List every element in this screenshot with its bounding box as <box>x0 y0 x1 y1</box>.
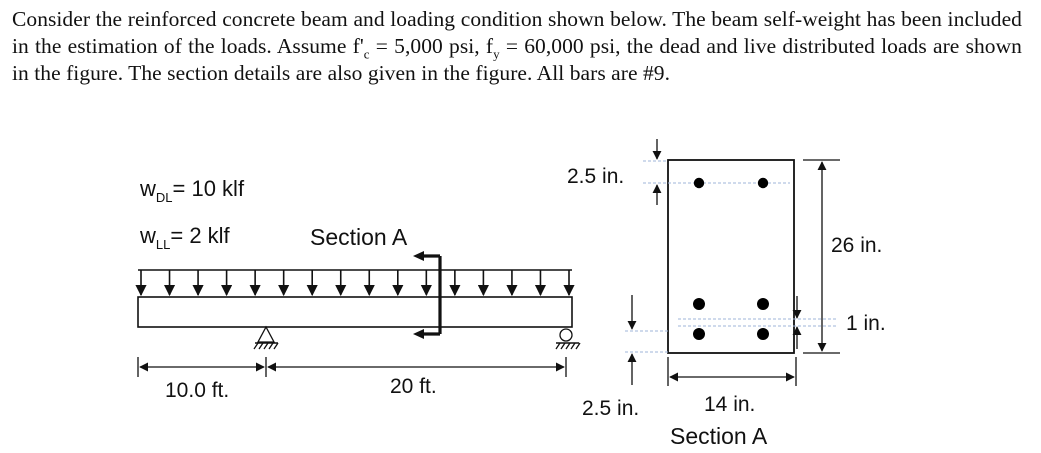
right-span-label: 20 ft. <box>390 375 437 398</box>
rebar-bottom-lower-right <box>757 328 769 340</box>
rebar-bottom-lower-left <box>693 328 705 340</box>
width-dimension <box>668 357 796 386</box>
left-span-label: 10.0 ft. <box>165 379 230 402</box>
problem-text-part1: Consider the reinforced concrete beam and loading condition shown below. The beam self-weight has been included in the estimation of the loads. Assume f' <box>12 7 1022 58</box>
live-load-label: $w_{LL}= 2$ klf <box>140 223 230 252</box>
top-cover-label: 2.5 in. <box>567 165 625 188</box>
section-caption: Section A <box>670 423 768 449</box>
beam <box>138 297 572 327</box>
pin-support <box>254 327 278 349</box>
height-label: 26 in. <box>831 234 883 257</box>
section-outline <box>668 160 794 353</box>
roller-support <box>556 329 580 349</box>
rebar-bottom-upper-right <box>757 298 769 310</box>
bar-spacing-label: 1 in. <box>846 312 886 335</box>
problem-text-part2: = 5,000 psi, f <box>369 34 494 58</box>
bottom-cover-label: 2.5 in. <box>582 397 640 420</box>
rebar-top-right <box>758 178 768 188</box>
rebar-top-left <box>694 178 704 188</box>
problem-text-part3: = 60,000 psi, the dead and live distributed loads are shown in the figure. The section details are also given in the figure. All bars are #9. <box>12 34 1022 85</box>
distributed-load-arrows <box>138 270 572 295</box>
width-label: 14 in. <box>704 393 756 416</box>
fc-subscript: c <box>363 46 370 62</box>
fy-subscript: y <box>493 46 500 62</box>
dead-load-label: $w_{DL}= 10$ klf <box>140 176 245 205</box>
rebar-bottom-upper-left <box>693 298 705 310</box>
section-a-cut-label: Section A <box>310 224 408 250</box>
span-dimension <box>138 357 566 377</box>
